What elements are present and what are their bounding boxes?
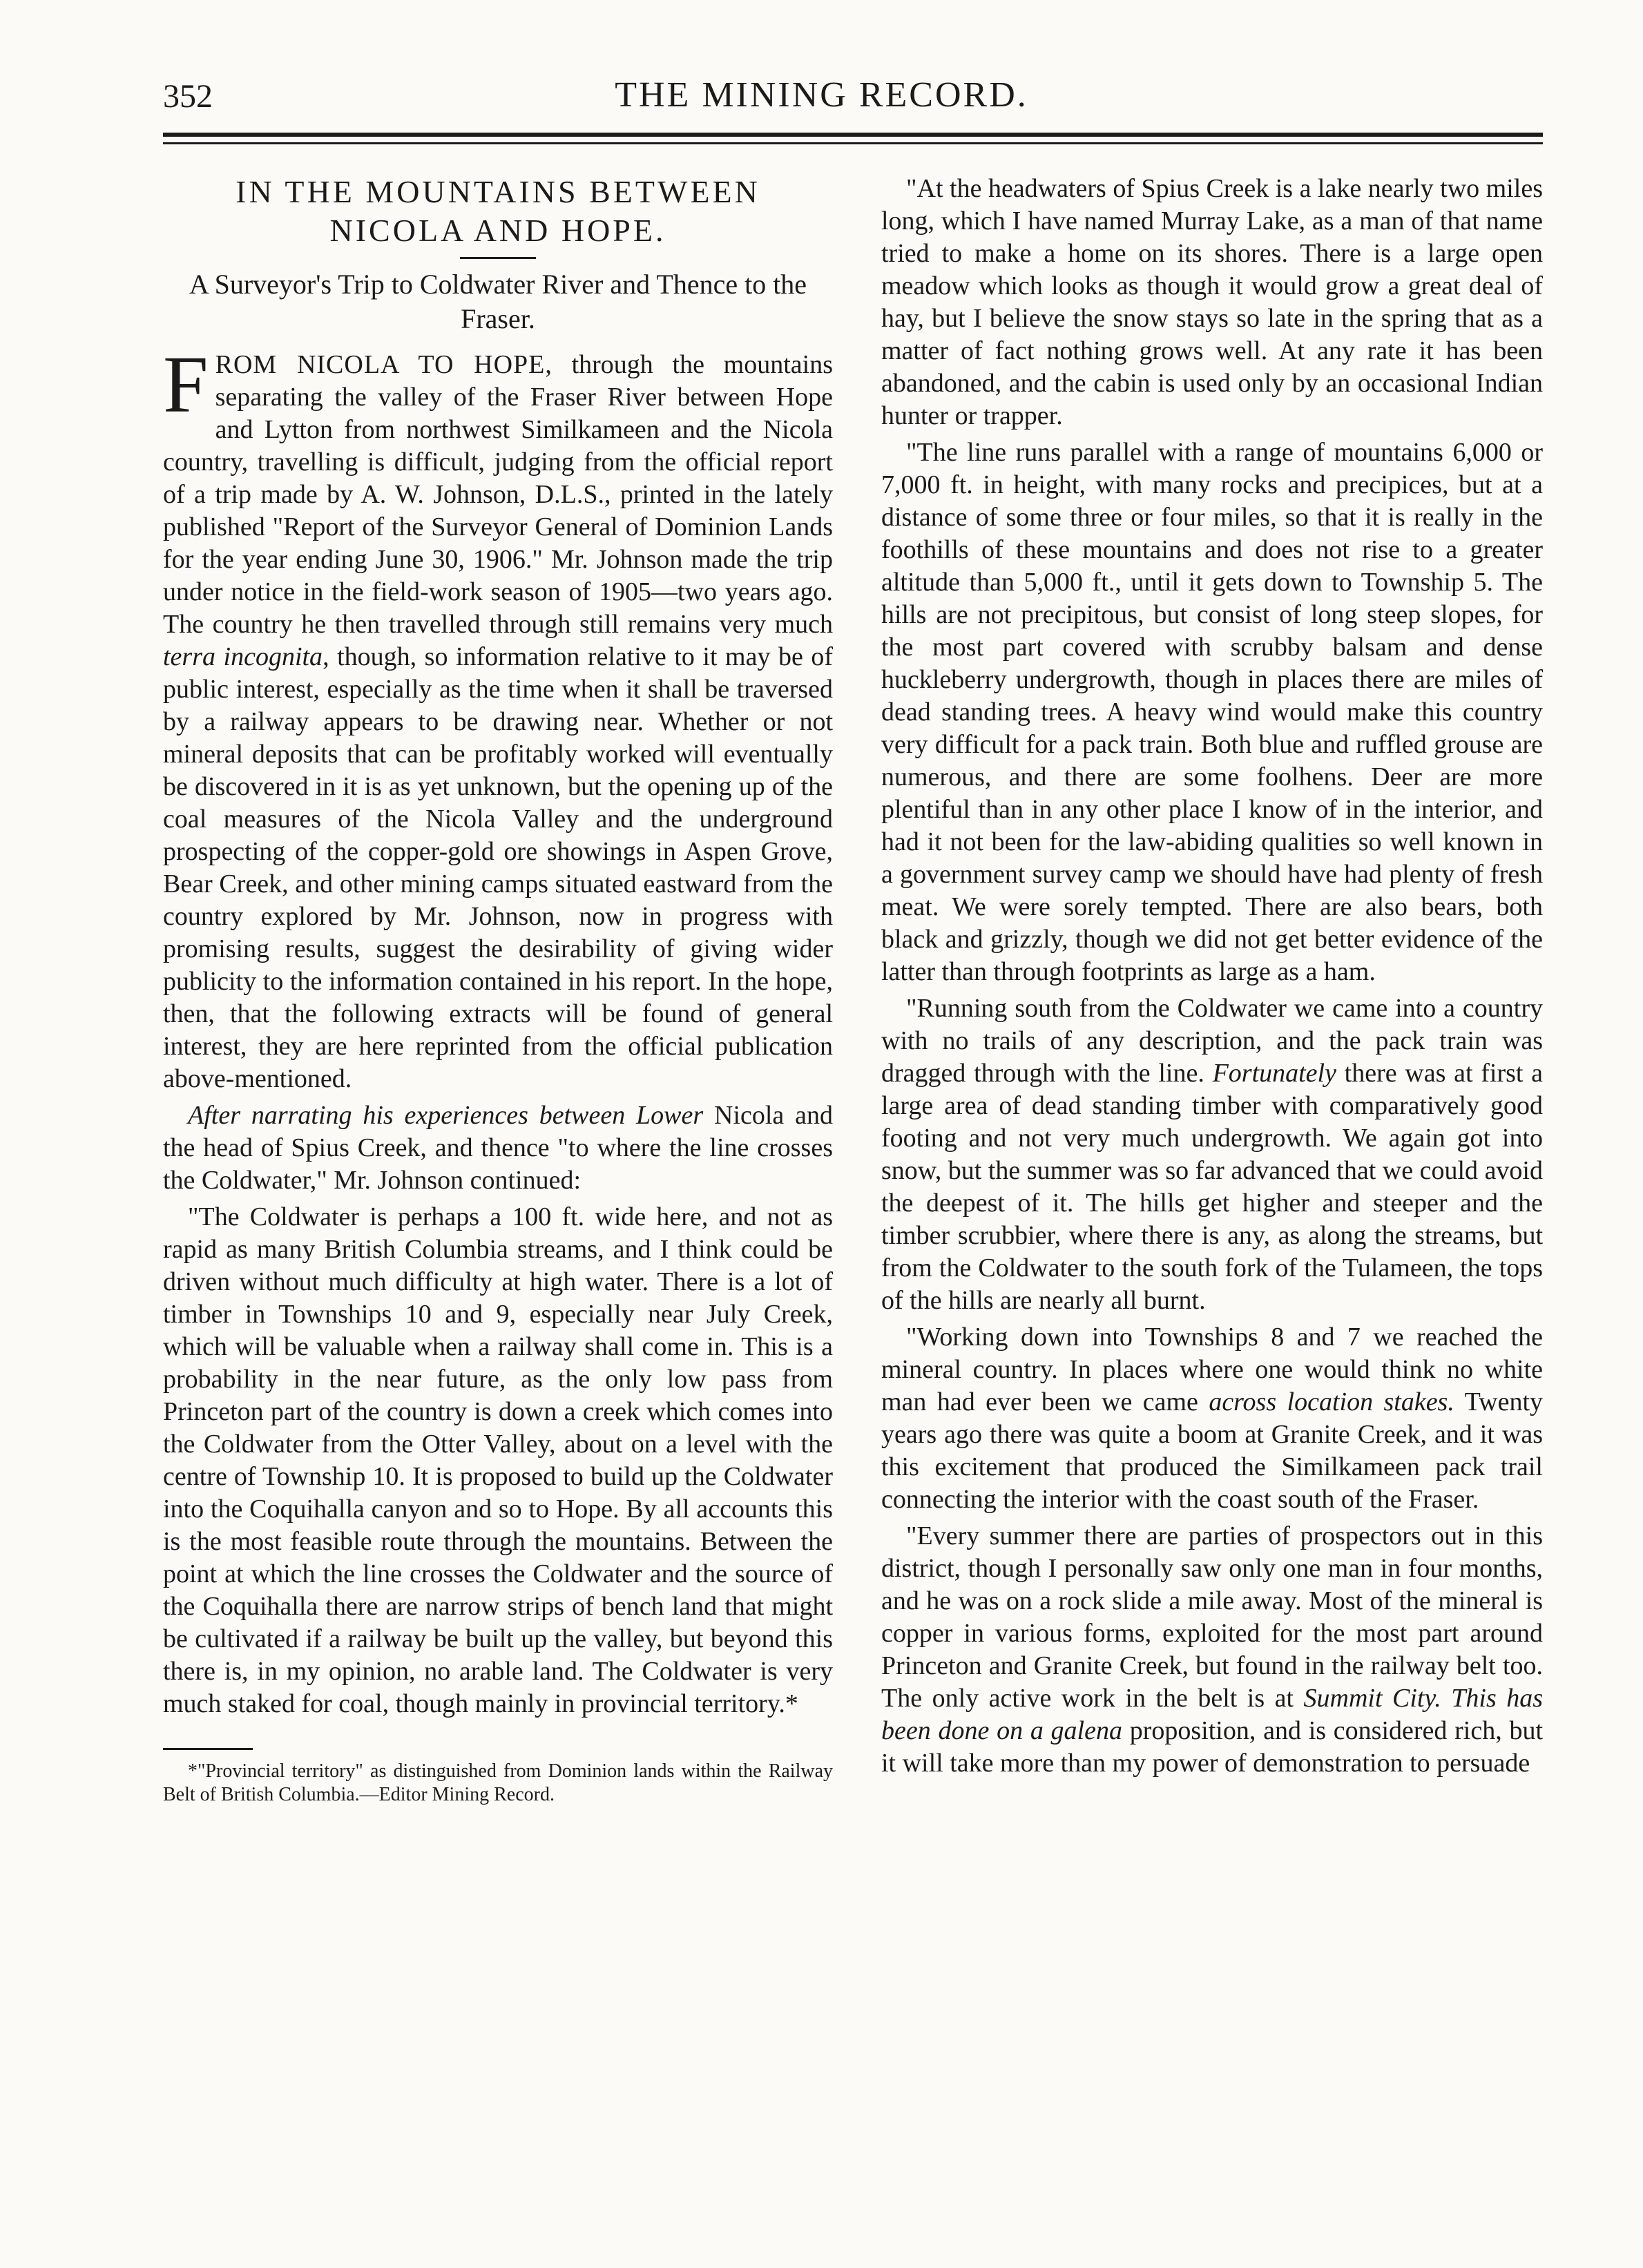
running-south-text-end: there was at first a large area of dead standing timber with comparatively good footing and not very much undergrowth. We again got into snow, but the summer was so far advanced that we could avoid the deepest of it. The hills get higher and steeper and the timber scrubbier, where there is any, as along the streams, but from the Coldwater to the south fork of the Tulameen, the tops of the hills are nearly all burnt. [881, 1059, 1544, 1315]
article-title: IN THE MOUNTAINS BETWEEN NICOLA AND HOPE. [236, 174, 760, 248]
footnote: *"Provincial territory" as distinguished from Dominion lands within the Railway Belt of British Columbia.—Editor Mining Record. [163, 1760, 833, 1805]
paragraph-mountain-range: "The line runs parallel with a range of mountains 6,000 or 7,000 ft. in height, with many rocks and precipices, but at a distance of some three or four miles, so that it is really in the foothills of these mountains and does not rise to a greater altitude than 5,000 ft., until it gets down to Township 5. The hills are not precipitous, but consist of long steep slopes, for the most part covered with scrubby balsam and dense huckleberry undergrowth, though in places there are miles of dead standing trees. A heavy wind would make this country very difficult for a pack train. Both blue and ruffled grouse are numerous, and there are some foolhens. Deer are more plentiful than in any other place I know of in the interior, and had it not been for the law-abiding qualities so well known in a government survey camp we should have had plenty of fresh meat. We were sorely tempted. There are also bears, both black and grizzly, though we did not get better evidence of the latter than through footprints as large as a ham. [881, 438, 1543, 986]
page-number: 352 [163, 78, 213, 115]
mineral-country-text-end: Twenty years ago there was quite a boom at Granite Creek, and it was this excitement that produced the Similkameen pack trail connecting the interior with the coast south of the Fraser. [881, 1387, 1544, 1514]
paragraph-prospectors [881, 1520, 1543, 1780]
mineral-country-italic: across location stakes. [1209, 1387, 1454, 1416]
paragraph-coldwater: "The Coldwater is perhaps a 100 ft. wide here, and not as rapid as many British Columbia streams, and I think could be driven without much difficulty at high water. There is a lot of timber in Townships 10 and 9, especially near July Creek, which will be valuable when a railway shall come in. This is a probability in the near future, as the only low pass from Princeton part of the country is down a creek which comes into the Coldwater from the Otter Valley, about on a level with the centre of Township 10. It is proposed to build up the Coldwater into the Coquihalla canyon and so to Hope. By all accounts this is the most feasible route through the mountains. Between the point at which the line crosses the Coldwater and the source of the Coquihalla there are narrow strips of bench land that might be cultivated if a railway be built up the valley, but beyond this there is, in my opinion, no arable land. The Coldwater is very much staked for coal, though mainly in provincial territory.* [163, 1202, 833, 1718]
prospectors-text-end: proposition, and is considered rich, but it will take more than my power of demonstration to persuade [881, 1716, 1544, 1778]
paragraph-intro [163, 339, 834, 1095]
narration-text: Nicola and the head of Spius Creek, and thence "to where the line crosses the Coldwater," Mr. Johnson continued: [163, 1101, 833, 1195]
running-south-text: "Running south from the Coldwater we came into a country with no trails of any description, and the pack train was dragged through with the line. [881, 994, 1543, 1088]
lead-caps: ROM NICOLA TO HOPE, [215, 350, 553, 379]
left-column [163, 173, 833, 1811]
intro-italic: terra incognita [163, 642, 323, 671]
paragraph-mineral-country [881, 1321, 1543, 1516]
title-divider [460, 257, 536, 259]
paragraph-running-south [881, 992, 1543, 1317]
right-column [881, 173, 1543, 1784]
prospectors-italic: Summit City. This has been done on a galena [881, 1684, 1543, 1745]
prospectors-text: "Every summer there are parties of prospectors out in this district, though I personally saw only one man in four months, and he was on a rock slide a mile away. Most of the mineral is copper in various forms, exploited for the most part around Princeton and Granite Creek, but found in the railway belt too. The only active work in the belt is at [881, 1521, 1543, 1713]
header-rule-thin [163, 142, 1543, 144]
mineral-country-text: "Working down into Townships 8 and 7 we reached the mineral country. In places where one would think no white man had ever been we came [881, 1323, 1543, 1416]
intro-text-end: , though, so information relative to it may be of public interest, especially as the time when it shall be traversed by a railway appears to be drawing near. Whether or not mineral deposits that can be profitably worked will eventually be discovered in it is as yet unknown, but the opening up of the coal measures of the Nicola Valley and the underground prospecting of the copper-gold ore showings in Aspen Grove, Bear Creek, and other mining camps situated eastward from the country explored by Mr. Johnson, now in progress with promising results, suggest the desirability of giving wider publicity to the information contained in his report. In the hope, then, that the following extracts will be found of general interest, they are here reprinted from the official publication above-mentioned. [163, 642, 833, 1093]
paragraph-murray-lake: "At the headwaters of Spius Creek is a lake nearly two miles long, which I have named Murray Lake, as a man of that name tried to make a home on its shores. There is a large open meadow which looks as though it would grow a great deal of hay, but I believe the snow stays so late in the spring that as a matter of fact nothing grows well. At any rate it has been abandoned, and the cabin is used only by an occasional Indian hunter or trapper. [881, 174, 1543, 430]
article-subtitle: A Surveyor's Trip to Coldwater River and Thence to the Fraser. [189, 269, 807, 334]
footnote-divider [163, 1748, 253, 1750]
intro-text: through the mountains separating the valley of the Fraser River between Hope and Lytton from northwest Similkameen and the Nicola country, travelling is difficult, judging from the official report of a trip made by A. W. Johnson, D.L.S., printed in the lately published "Report of the Surveyor General of Dominion Lands for the year ending June 30, 1906." Mr. Johnson made the trip under notice in the field-work season of 1905—two years ago. The country he then travelled through still remains very much [163, 350, 834, 639]
drop-cap: F [163, 339, 209, 430]
running-title: THE MINING RECORD. [615, 75, 1028, 115]
narration-italic: After narrating his experiences between Lower [188, 1101, 704, 1130]
running-south-italic: Fortunately [1212, 1059, 1336, 1088]
header-rule-thick [163, 133, 1543, 137]
paragraph-narration [163, 1099, 833, 1197]
